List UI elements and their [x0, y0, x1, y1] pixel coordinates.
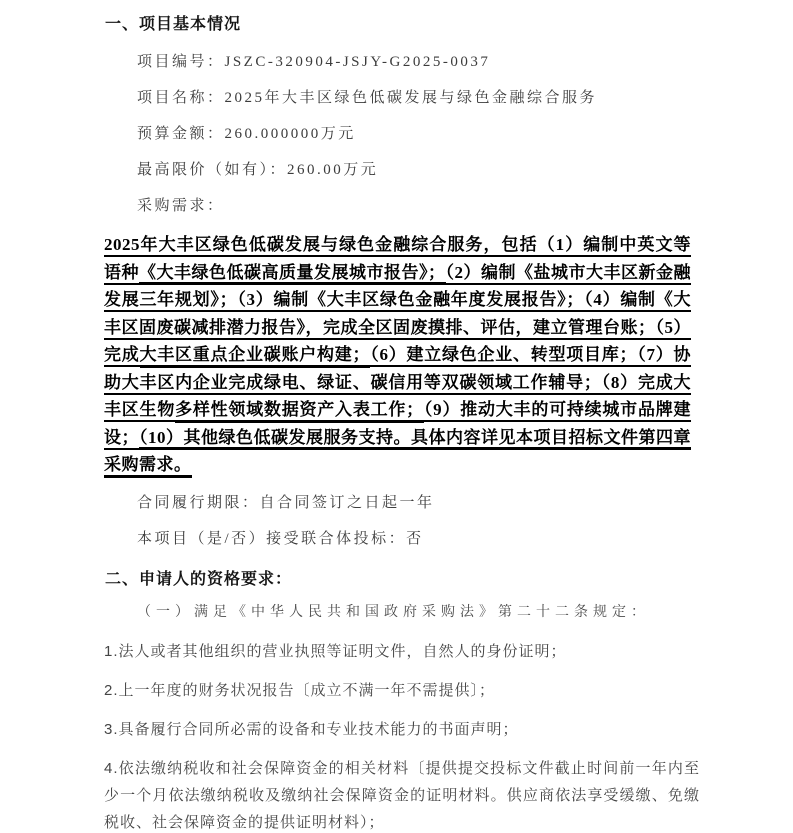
field-consortium-bid: 本项目（是/否）接受联合体投标：否	[137, 530, 424, 547]
field-budget-amount: 预算金额：260.000000万元	[137, 126, 356, 142]
requirement-segment-emphasized: 大丰区重点企业碳账户构建；	[140, 345, 371, 368]
field-project-number: 项目编号：JSZC-320904-JSJY-G2025-0037	[137, 54, 491, 70]
qualification-item-3: 3.具备履行合同所必需的设备和专业技术能力的书面声明；	[104, 720, 519, 738]
field-project-name: 项目名称：2025年大丰区绿色低碳发展与绿色金融综合服务	[137, 90, 598, 106]
requirement-segment: （2）编制《盐城市大丰区新金融发展三年规划》；（3）编制《大丰区绿色金融年度发展报告》；（4）编制《大丰区固废碳减排潜力报告》，完成全区固废摸排、评估，建立管理台账；（5）完成	[104, 262, 691, 364]
section2-heading: 二、申请人的资格要求：	[105, 570, 293, 588]
field-max-price: 最高限价（如有）：260.00万元	[137, 162, 379, 178]
requirement-segment: （9）推动大丰的可持续城市品牌建设；	[104, 400, 692, 447]
qualification-item-2: 2.上一年度的财务状况报告〔成立不满一年不需提供〕；	[104, 681, 496, 699]
procurement-requirements-paragraph	[104, 231, 691, 479]
section1-heading: 一、项目基本情况	[105, 16, 242, 33]
requirement-segment-emphasized: 多样性领域数据资产入表工作；	[175, 400, 424, 423]
field-contract-period: 合同履行期限：自合同签订之日起一年	[137, 494, 435, 511]
qualification-intro-line: （一）满足《中华人民共和国政府采购法》第二十二条规定：	[137, 604, 650, 620]
requirement-segment-emphasized: 《大丰绿色低碳高质量发展城市报告》；	[139, 263, 446, 286]
requirement-segment-emphasized: （10）其他绿色低碳发展服务支持。具体内容详见本项目招标文件第四章采购需求。	[104, 428, 691, 478]
requirement-segment: 2025年大丰区绿色低碳发展与绿色金融综合服务，包括（1）编制中英文等语种	[104, 235, 691, 282]
requirement-segment: （6）建立绿色企业、转型项目库；（7）协助大丰区内企业完成绿电、绿证、碳信用等双碳领域工作辅导；（8）完成大丰区生物	[104, 345, 691, 419]
qualification-item-4: 4.依法缴纳税收和社会保障资金的相关材料〔提供提交投标文件截止时间前一年内至少一个月依法缴纳税收及缴纳社会保障资金的证明材料。供应商依法享受缓缴、免缴税收、社会保障资金的提供证明材料）；	[104, 759, 700, 831]
qualification-item-1: 1.法人或者其他组织的营业执照等证明文件，自然人的身份证明；	[104, 642, 567, 660]
field-procurement-demand-label: 采购需求：	[137, 198, 225, 214]
